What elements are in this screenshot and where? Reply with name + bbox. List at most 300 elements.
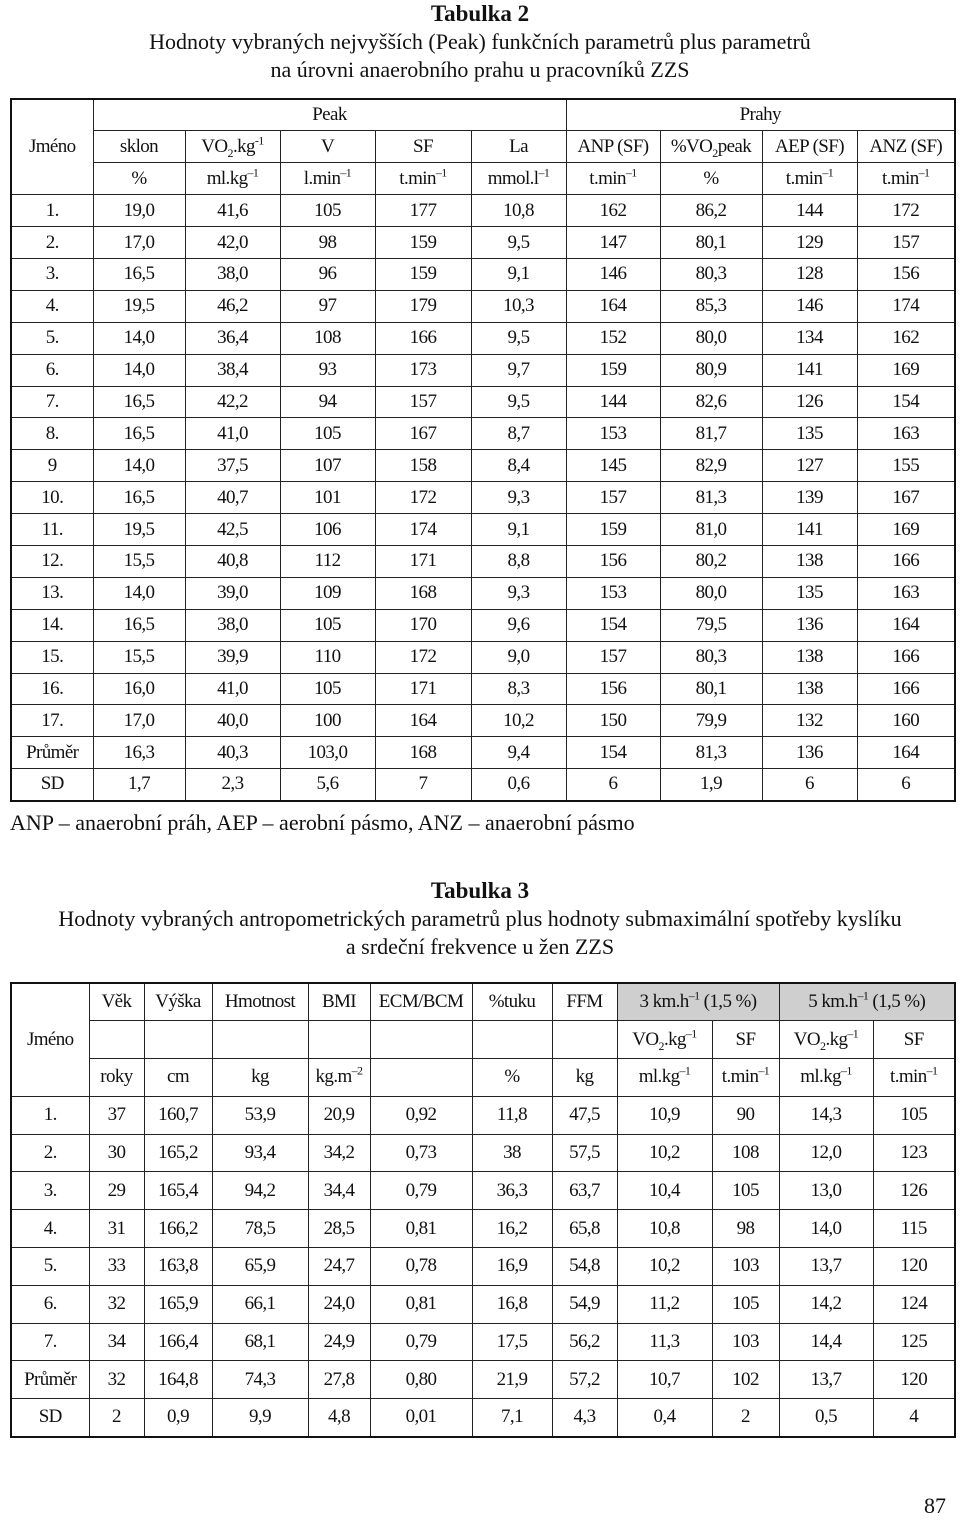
table-cell: 1,7 — [93, 769, 185, 801]
table-cell: 82,9 — [660, 450, 762, 482]
table-cell: 37,5 — [185, 450, 280, 482]
table-row — [11, 1323, 955, 1361]
row-label: 8. — [11, 418, 93, 450]
table-row — [11, 1248, 955, 1286]
row-label: 4. — [11, 1210, 89, 1248]
unit-cell: $ml.kg^{-1}$ — [779, 1059, 873, 1097]
name-header-bottom — [11, 163, 93, 195]
table-cell: 98 — [712, 1210, 779, 1248]
unit-cell: $ml.kg^{-1}$ — [185, 163, 280, 195]
table-cell: 138 — [762, 673, 857, 705]
table-cell: 162 — [857, 322, 955, 354]
table-row — [11, 1399, 955, 1437]
empty-cell — [212, 1021, 308, 1059]
col-header-pvo2peak: $\%VO_2peak$ — [660, 131, 762, 163]
table-cell: 164,8 — [144, 1361, 212, 1399]
table-cell: 168 — [375, 737, 471, 769]
row-label: 16. — [11, 673, 93, 705]
table-cell: 154 — [566, 609, 660, 641]
row-label: 6. — [11, 354, 93, 386]
table-cell: 53,9 — [212, 1096, 308, 1134]
table-cell: 40,0 — [185, 705, 280, 737]
table-cell: 80,0 — [660, 577, 762, 609]
table-cell: 166 — [375, 322, 471, 354]
empty-cell — [552, 1021, 617, 1059]
table-cell: 33 — [89, 1248, 144, 1286]
table-cell: 0,79 — [370, 1172, 472, 1210]
col-header-vyska: Výška — [144, 983, 212, 1021]
table-cell: 107 — [280, 450, 375, 482]
table-cell: 146 — [566, 258, 660, 290]
table-cell: 0,4 — [617, 1399, 712, 1437]
table-cell: 94 — [280, 386, 375, 418]
table-cell: 57,2 — [552, 1361, 617, 1399]
table-cell: 90 — [712, 1096, 779, 1134]
table-cell: 93 — [280, 354, 375, 386]
table-cell: 115 — [873, 1210, 955, 1248]
table-cell: 16,0 — [93, 673, 185, 705]
table-cell: 93,4 — [212, 1134, 308, 1172]
col-header-hmotnost: Hmotnost — [212, 983, 308, 1021]
table-cell: 0,92 — [370, 1096, 472, 1134]
row-label: 14. — [11, 609, 93, 641]
name-header-bottom — [11, 1059, 89, 1097]
table-cell: 16,5 — [93, 258, 185, 290]
table-cell: 120 — [873, 1248, 955, 1286]
table-cell: 153 — [566, 577, 660, 609]
table-cell: 32 — [89, 1285, 144, 1323]
table-cell: 145 — [566, 450, 660, 482]
table-cell: 47,5 — [552, 1096, 617, 1134]
table-cell: 0,5 — [779, 1399, 873, 1437]
table-cell: 0,78 — [370, 1248, 472, 1286]
table-cell: 57,5 — [552, 1134, 617, 1172]
unit-cell: roky — [89, 1059, 144, 1097]
empty-cell — [308, 1021, 370, 1059]
table-cell: 100 — [280, 705, 375, 737]
col-header-sf-3kmh: SF — [712, 1021, 779, 1059]
table-cell: 8,8 — [471, 545, 566, 577]
table-cell: 9,4 — [471, 737, 566, 769]
table-cell: 103 — [712, 1323, 779, 1361]
table-cell: 14,0 — [93, 354, 185, 386]
table-cell: 105 — [280, 418, 375, 450]
table-cell: 159 — [566, 354, 660, 386]
table2-caption — [0, 0, 960, 84]
table-cell: 163,8 — [144, 1248, 212, 1286]
table-cell: 54,8 — [552, 1248, 617, 1286]
table-cell: 85,3 — [660, 290, 762, 322]
table-cell: 54,9 — [552, 1285, 617, 1323]
table3-caption-line1: Hodnoty vybraných antropometrických parametrů plus hodnoty submaximální spotřeby kyslíku — [58, 906, 902, 931]
table-cell: 14,2 — [779, 1285, 873, 1323]
table-cell: 123 — [873, 1134, 955, 1172]
table-cell: 15,5 — [93, 545, 185, 577]
table-cell: 9,0 — [471, 641, 566, 673]
table-cell: 80,9 — [660, 354, 762, 386]
table-cell: 79,9 — [660, 705, 762, 737]
table-cell: 38,0 — [185, 258, 280, 290]
table-cell: 179 — [375, 290, 471, 322]
col-header-vek: Věk — [89, 983, 144, 1021]
table-cell: 136 — [762, 737, 857, 769]
table-cell: 46,2 — [185, 290, 280, 322]
col-header-anp: ANP (SF) — [566, 131, 660, 163]
row-label: 2. — [11, 227, 93, 259]
page-number: 87 — [924, 1493, 946, 1518]
col-header-vo2-3kmh: $VO_2.kg^{-1}$ — [617, 1021, 712, 1059]
unit-cell: $kg.m^{-2}$ — [308, 1059, 370, 1097]
table-row — [11, 386, 955, 418]
table-cell: 24,0 — [308, 1285, 370, 1323]
table-cell: 112 — [280, 545, 375, 577]
unit-cell: % — [93, 163, 185, 195]
unit-cell: % — [660, 163, 762, 195]
table2-title: Tabulka 2 — [430, 1, 530, 26]
table-cell: 19,5 — [93, 290, 185, 322]
table-cell: 12,0 — [779, 1134, 873, 1172]
unit-cell: $t.\min^{-1}$ — [566, 163, 660, 195]
table-cell: 14,0 — [93, 322, 185, 354]
unit-cell: kg — [212, 1059, 308, 1097]
table-cell: 110 — [280, 641, 375, 673]
table-row — [11, 545, 955, 577]
table-cell: 135 — [762, 577, 857, 609]
table-cell: 29 — [89, 1172, 144, 1210]
row-label: 9 — [11, 450, 93, 482]
row-label: 11. — [11, 514, 93, 546]
table-cell: 163 — [857, 577, 955, 609]
table-cell: 36,3 — [472, 1172, 552, 1210]
table-cell: 4,8 — [308, 1399, 370, 1437]
row-label: 3. — [11, 258, 93, 290]
col-header-ffm: FFM — [552, 983, 617, 1021]
table-cell: 166,2 — [144, 1210, 212, 1248]
empty-cell — [144, 1021, 212, 1059]
table-cell: 9,5 — [471, 386, 566, 418]
table-cell: 17,0 — [93, 705, 185, 737]
col-header-sf: SF — [375, 131, 471, 163]
table-cell: 103,0 — [280, 737, 375, 769]
unit-cell: $l.\min^{-1}$ — [280, 163, 375, 195]
unit-cell: $t.\min^{-1}$ — [375, 163, 471, 195]
table-cell: 166 — [857, 673, 955, 705]
table-cell: 166,4 — [144, 1323, 212, 1361]
table-cell: 80,3 — [660, 641, 762, 673]
table-cell: 173 — [375, 354, 471, 386]
table-row — [11, 769, 955, 801]
table-cell: 156 — [566, 545, 660, 577]
table-cell: 80,0 — [660, 322, 762, 354]
col-header-vo2kg: $VO_2.kg^{-1}$ — [185, 131, 280, 163]
empty-cell — [89, 1021, 144, 1059]
table-row — [11, 1210, 955, 1248]
row-label: SD — [11, 1399, 89, 1437]
table-cell: 68,1 — [212, 1323, 308, 1361]
table-cell: 174 — [857, 290, 955, 322]
table-row — [11, 1172, 955, 1210]
table-cell: 19,5 — [93, 514, 185, 546]
table-cell: 19,0 — [93, 195, 185, 227]
table-cell: 96 — [280, 258, 375, 290]
col-header-la: La — [471, 131, 566, 163]
table-cell: 1,9 — [660, 769, 762, 801]
table-row — [11, 482, 955, 514]
table-cell: 14,0 — [779, 1210, 873, 1248]
row-label: 10. — [11, 482, 93, 514]
table-cell: 15,5 — [93, 641, 185, 673]
table-cell: 159 — [375, 227, 471, 259]
row-label: 5. — [11, 1248, 89, 1286]
table-cell: 171 — [375, 545, 471, 577]
table-cell: 134 — [762, 322, 857, 354]
group-header-3kmh: 3 $km.h^{-1}$ (1,5 %) — [617, 983, 779, 1021]
table-cell: 8,3 — [471, 673, 566, 705]
table-cell: 150 — [566, 705, 660, 737]
table-cell: 16,9 — [472, 1248, 552, 1286]
row-label: 4. — [11, 290, 93, 322]
table-cell: 86,2 — [660, 195, 762, 227]
table-cell: 74,3 — [212, 1361, 308, 1399]
unit-cell: kg — [552, 1059, 617, 1097]
table-cell: 30 — [89, 1134, 144, 1172]
table-cell: 41,6 — [185, 195, 280, 227]
table-cell: 41,0 — [185, 673, 280, 705]
table-cell: 171 — [375, 673, 471, 705]
table-cell: 152 — [566, 322, 660, 354]
table-cell: 9,5 — [471, 227, 566, 259]
table-cell: 2,3 — [185, 769, 280, 801]
table-cell: 9,9 — [212, 1399, 308, 1437]
table-cell: 125 — [873, 1323, 955, 1361]
table-cell: 34 — [89, 1323, 144, 1361]
table-cell: 10,7 — [617, 1361, 712, 1399]
table-cell: 169 — [857, 354, 955, 386]
table-cell: 108 — [712, 1134, 779, 1172]
table-cell: 10,3 — [471, 290, 566, 322]
table-cell: 139 — [762, 482, 857, 514]
table-cell: 27,8 — [308, 1361, 370, 1399]
unit-cell: $t.\min^{-1}$ — [857, 163, 955, 195]
unit-cell: % — [472, 1059, 552, 1097]
table-cell: 156 — [857, 258, 955, 290]
table-cell: 56,2 — [552, 1323, 617, 1361]
table-cell: 102 — [712, 1361, 779, 1399]
table-cell: 9,7 — [471, 354, 566, 386]
table-cell: 163 — [857, 418, 955, 450]
table-cell: 4,3 — [552, 1399, 617, 1437]
unit-cell: $mmol.l^{-1}$ — [471, 163, 566, 195]
table-cell: 65,9 — [212, 1248, 308, 1286]
table-cell: 172 — [375, 482, 471, 514]
table-cell: 146 — [762, 290, 857, 322]
row-label: 5. — [11, 322, 93, 354]
table2-footnote: ANP – anaerobní práh, AEP – aerobní pásmo, ANZ – anaerobní pásmo — [10, 810, 635, 835]
table-cell: 21,9 — [472, 1361, 552, 1399]
unit-cell: $ml.kg^{-1}$ — [617, 1059, 712, 1097]
table-cell: 159 — [375, 258, 471, 290]
table-row — [11, 450, 955, 482]
table-cell: 16,2 — [472, 1210, 552, 1248]
table-cell: 164 — [857, 737, 955, 769]
table-cell: 81,3 — [660, 482, 762, 514]
table-cell: 37 — [89, 1096, 144, 1134]
table-cell: 101 — [280, 482, 375, 514]
table-cell: 40,8 — [185, 545, 280, 577]
col-header-ecm-bcm: ECM/BCM — [370, 983, 472, 1021]
table-cell: 10,4 — [617, 1172, 712, 1210]
table-cell: 0,81 — [370, 1210, 472, 1248]
table-cell: 4 — [873, 1399, 955, 1437]
table-cell: 24,7 — [308, 1248, 370, 1286]
table-cell: 32 — [89, 1361, 144, 1399]
table-cell: 105 — [873, 1096, 955, 1134]
table-row — [11, 418, 955, 450]
table-row — [11, 290, 955, 322]
table-cell: 157 — [857, 227, 955, 259]
table-cell: 9,5 — [471, 322, 566, 354]
table-cell: 40,7 — [185, 482, 280, 514]
table-cell: 157 — [566, 482, 660, 514]
table3-caption — [0, 877, 960, 961]
table-row — [11, 514, 955, 546]
table-cell: 160,7 — [144, 1096, 212, 1134]
table3-title: Tabulka 3 — [430, 878, 530, 903]
col-header-anz: ANZ (SF) — [857, 131, 955, 163]
table-cell: 0,81 — [370, 1285, 472, 1323]
name-header: Jméno — [11, 131, 93, 163]
table-cell: 10,2 — [471, 705, 566, 737]
table-cell: 128 — [762, 258, 857, 290]
row-label: 3. — [11, 1172, 89, 1210]
table-cell: 13,0 — [779, 1172, 873, 1210]
table-cell: 7,1 — [472, 1399, 552, 1437]
table-cell: 160 — [857, 705, 955, 737]
table-cell: 158 — [375, 450, 471, 482]
table-cell: 154 — [566, 737, 660, 769]
table-cell: 10,8 — [617, 1210, 712, 1248]
table-cell: 0,9 — [144, 1399, 212, 1437]
table-cell: 41,0 — [185, 418, 280, 450]
table-cell: 10,2 — [617, 1134, 712, 1172]
table-cell: 172 — [375, 641, 471, 673]
table-cell: 13,7 — [779, 1248, 873, 1286]
table-cell: 10,8 — [471, 195, 566, 227]
table-cell: 153 — [566, 418, 660, 450]
table-cell: 66,1 — [212, 1285, 308, 1323]
table-cell: 38 — [472, 1134, 552, 1172]
table2-caption-line1: Hodnoty vybraných nejvyšších (Peak) funkčních parametrů plus parametrů — [149, 29, 811, 54]
table-cell: 166 — [857, 545, 955, 577]
table-cell: 105 — [280, 195, 375, 227]
table-cell: 9,1 — [471, 514, 566, 546]
table-cell: 169 — [857, 514, 955, 546]
table-cell: 170 — [375, 609, 471, 641]
table-cell: 81,3 — [660, 737, 762, 769]
table-row — [11, 1285, 955, 1323]
table-cell: 127 — [762, 450, 857, 482]
table-cell: 120 — [873, 1361, 955, 1399]
table-cell: 42,5 — [185, 514, 280, 546]
table-cell: 14,0 — [93, 450, 185, 482]
table-cell: 129 — [762, 227, 857, 259]
table-row — [11, 354, 955, 386]
table-cell: 105 — [280, 609, 375, 641]
table2 — [10, 98, 956, 802]
table-cell: 124 — [873, 1285, 955, 1323]
table-cell: 167 — [857, 482, 955, 514]
table-cell: 108 — [280, 322, 375, 354]
col-header-vo2-5kmh: $VO_2.kg^{-1}$ — [779, 1021, 873, 1059]
table-cell: 31 — [89, 1210, 144, 1248]
unit-cell: $t.\min^{-1}$ — [873, 1059, 955, 1097]
table-cell: 82,6 — [660, 386, 762, 418]
table-cell: 162 — [566, 195, 660, 227]
table-cell: 147 — [566, 227, 660, 259]
table-cell: 157 — [566, 641, 660, 673]
table-cell: 80,2 — [660, 545, 762, 577]
row-label: 17. — [11, 705, 93, 737]
table-cell: 109 — [280, 577, 375, 609]
table-cell: 9,3 — [471, 482, 566, 514]
table-cell: 39,9 — [185, 641, 280, 673]
table-cell: 42,2 — [185, 386, 280, 418]
table-row — [11, 322, 955, 354]
table-cell: 8,4 — [471, 450, 566, 482]
name-header-top — [11, 99, 93, 131]
table-row — [11, 1134, 955, 1172]
table-cell: 8,7 — [471, 418, 566, 450]
table-cell: 126 — [762, 386, 857, 418]
table-cell: 5,6 — [280, 769, 375, 801]
row-label: Průměr — [11, 737, 93, 769]
table-cell: 34,2 — [308, 1134, 370, 1172]
table-cell: 136 — [762, 609, 857, 641]
table-cell: 81,0 — [660, 514, 762, 546]
table-cell: 106 — [280, 514, 375, 546]
table-cell: 17,5 — [472, 1323, 552, 1361]
table-cell: 105 — [712, 1285, 779, 1323]
table-cell: 7 — [375, 769, 471, 801]
table-cell: 10,2 — [617, 1248, 712, 1286]
table-cell: 135 — [762, 418, 857, 450]
table-cell: 164 — [375, 705, 471, 737]
table-cell: 16,5 — [93, 482, 185, 514]
table3 — [10, 982, 956, 1438]
table-cell: 0,73 — [370, 1134, 472, 1172]
table-cell: 80,1 — [660, 673, 762, 705]
table-cell: 16,5 — [93, 609, 185, 641]
table-cell: 16,5 — [93, 386, 185, 418]
table-cell: 39,0 — [185, 577, 280, 609]
table-cell: 155 — [857, 450, 955, 482]
col-header-v: V — [280, 131, 375, 163]
name-header-top — [11, 983, 89, 1021]
table-cell: 38,4 — [185, 354, 280, 386]
col-header-aep: AEP (SF) — [762, 131, 857, 163]
row-label: 7. — [11, 386, 93, 418]
table-cell: 165,2 — [144, 1134, 212, 1172]
row-label: 15. — [11, 641, 93, 673]
table-cell: 0,79 — [370, 1323, 472, 1361]
table-cell: 156 — [566, 673, 660, 705]
table-cell: 80,1 — [660, 227, 762, 259]
empty-cell — [370, 1021, 472, 1059]
table-cell: 159 — [566, 514, 660, 546]
col-header-bmi: BMI — [308, 983, 370, 1021]
table-cell: 172 — [857, 195, 955, 227]
table-cell: 157 — [375, 386, 471, 418]
